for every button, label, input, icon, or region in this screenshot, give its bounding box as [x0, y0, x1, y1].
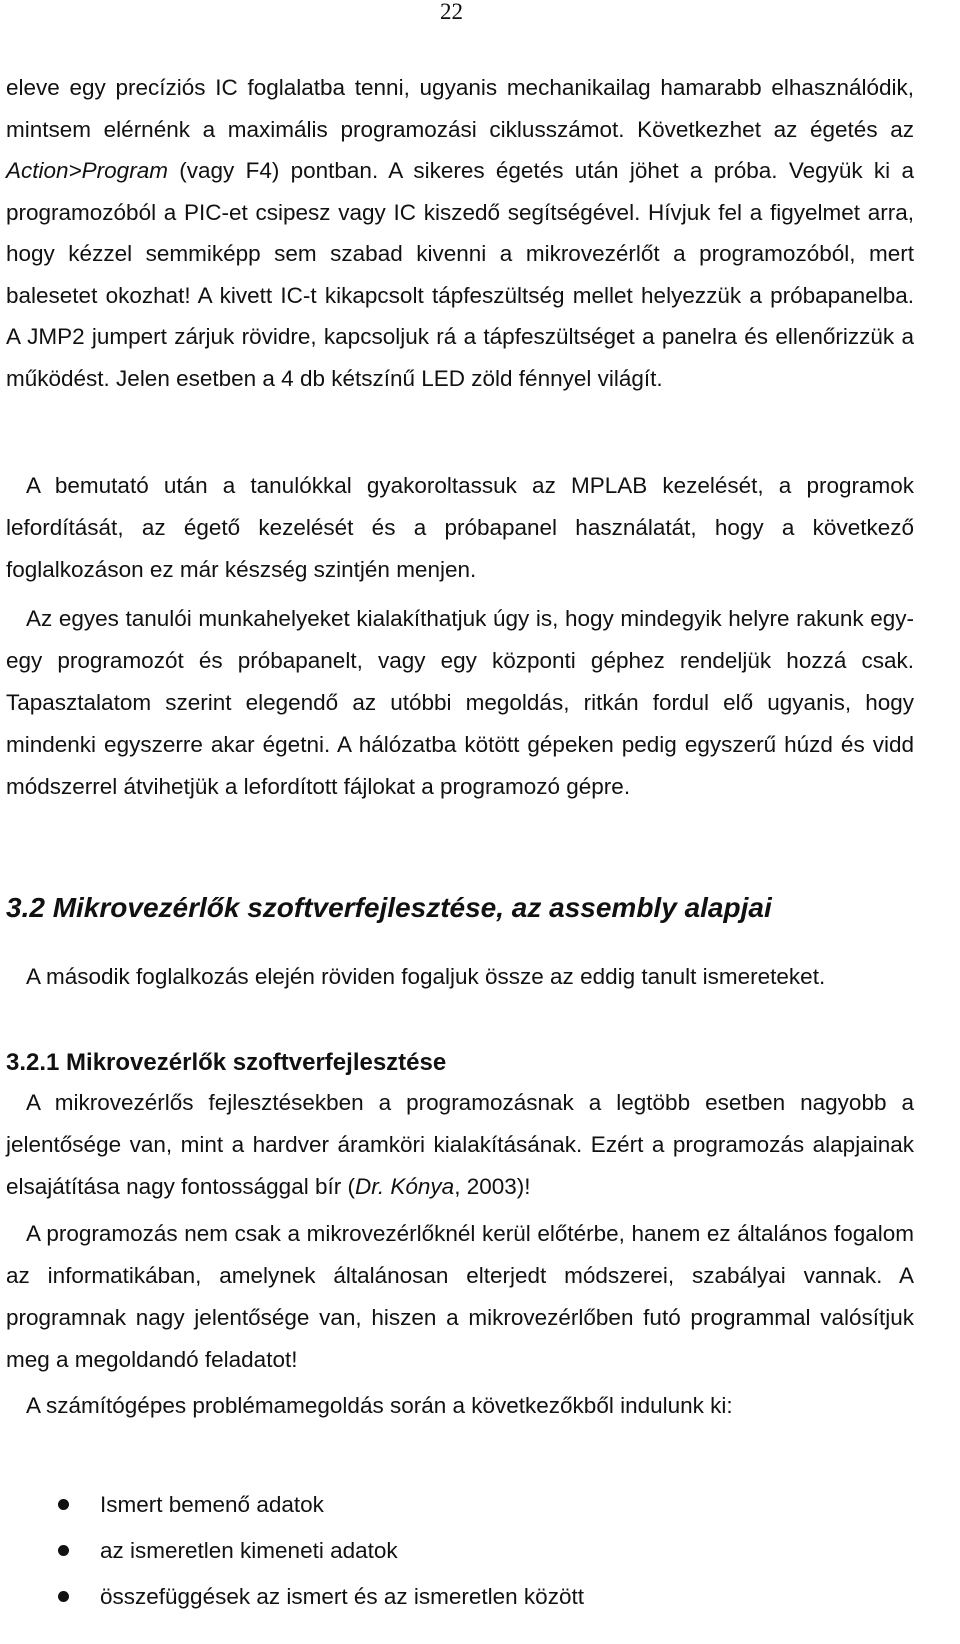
para1-text-b: (vagy F4) pontban. A sikeres égetés után jöhet a próba. Vegyük ki a programozóból a PIC-et csipesz vagy IC kiszedő segítségével. Hívjuk fel a figyelmet arra, hogy kézzel semmiképp sem szabad kivenni a mikrovezérlőt a programozóból, mert balesetet okozhat! A kivett IC-t kikapcsolt tápfeszültség mellet helyezzük a próbapanelba. A JMP2 jumpert zárjuk rövidre, kapcsoljuk rá a tápfeszültséget a panelra és ellenőrizzük a működést. Jelen esetben a 4 db kétszínű LED zöld fénnyel világít.: [6, 158, 914, 391]
para7-text: A számítógépes problémamegoldás során a következőkből indulunk ki:: [26, 1393, 733, 1418]
para1-menu-path: Action>Program: [6, 158, 168, 183]
paragraph-7: [6, 1385, 914, 1427]
para5-citation-author: Dr. Kónya: [354, 1174, 455, 1199]
bullet-icon: [58, 1545, 69, 1556]
para3-text: Az egyes tanulói munkahelyeket kialakíthatjuk úgy is, hogy mindegyik helyre rakunk egy-egy programozót és próbapanelt, vagy egy központi géphez rendeljük hozzá csak. Tapasztalatom szerint elegendő az utóbbi megoldás, ritkán fordul elő ugyanis, hogy mindenki egyszerre akar égetni. A hálózatba kötött gépeken pedig egyszerű húzd és vidd módszerrel átvihetjük a lefordított fájlokat a programozó gépre.: [6, 606, 914, 799]
paragraph-6: [6, 1213, 914, 1381]
bullet-list: [0, 1482, 900, 1620]
bullet-icon: [58, 1499, 69, 1510]
paragraph-5: [6, 1082, 914, 1208]
list-item: [0, 1574, 900, 1620]
list-item: [0, 1482, 900, 1528]
bullet-icon: [58, 1591, 69, 1602]
paragraph-2: [6, 465, 914, 591]
paragraph-4: [6, 962, 914, 992]
page-number: 22: [440, 0, 463, 24]
list-item: [0, 1528, 900, 1574]
subsection-heading-3-2-1: 3.2.1 Mikrovezérlők szoftverfejlesztése: [6, 1049, 447, 1076]
para1-text-a: eleve egy precíziós IC foglalatba tenni, ugyanis mechanikailag hamarabb elhasználódik, mintsem elérnénk a maximális programozási ciklusszámot. Következhet az égetés az: [6, 75, 914, 142]
para2-text: A bemutató után a tanulókkal gyakoroltassuk az MPLAB kezelését, a programok lefordítását, az égető kezelését és a próbapanel használatát, hogy a következő foglalkozáson ez már készség szintjén menjen.: [6, 473, 914, 582]
list-item-text: az ismeretlen kimeneti adatok: [100, 1538, 398, 1563]
para6-text: A programozás nem csak a mikrovezérlőknél kerül előtérbe, hanem ez általános fogalom az informatikában, amelynek általánosan elterjedt módszerei, szabályai vannak. A programnak nagy jelentősége van, hiszen a mikrovezérlőben futó programmal valósítjuk meg a megoldandó feladatot!: [6, 1221, 914, 1372]
list-item-text: Ismert bemenő adatok: [100, 1492, 324, 1517]
para5-text-b: , 2003)!: [454, 1174, 531, 1199]
para5-text-a: A mikrovezérlős fejlesztésekben a programozásnak a legtöbb esetben nagyobb a jelentősége van, mint a hardver áramköri kialakításának. Ezért a programozás alapjainak elsajátítása nagy fontossággal bír (: [6, 1090, 914, 1199]
list-item-text: összefüggések az ismert és az ismeretlen között: [100, 1584, 584, 1609]
paragraph-1: [6, 67, 914, 399]
paragraph-3: [6, 598, 914, 808]
section-heading-3-2: 3.2 Mikrovezérlők szoftverfejlesztése, az assembly alapjai: [6, 892, 772, 923]
para4-text: A második foglalkozás elején röviden fogaljuk össze az eddig tanult ismereteket.: [26, 964, 826, 989]
